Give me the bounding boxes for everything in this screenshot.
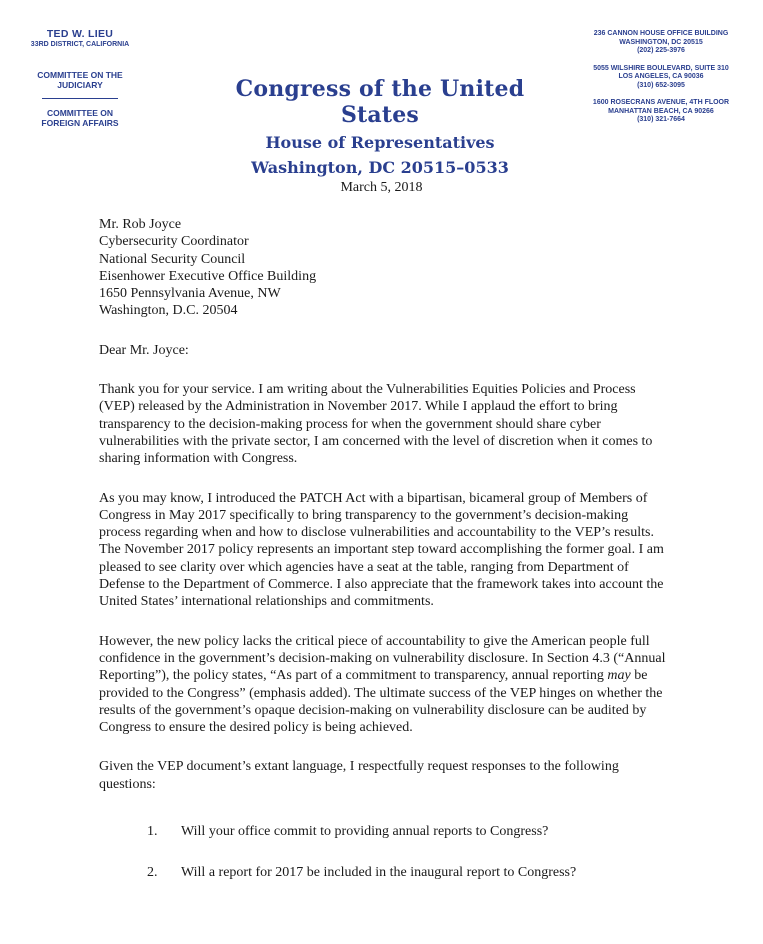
office-phone: (310) 321-7664 bbox=[637, 116, 685, 123]
paragraph-1: Thank you for your service. I am writing about the Vulnerabilities Equities Policies and Process (VEP) released by the Administration in November 2017. While I applaud the effort to bring transparency to the decision-making process for when the government should share cyber vulnerabilities with the private sector, I am concerned with the level of discretion when it comes to sharing information with Congress. bbox=[99, 382, 653, 467]
paragraph-2: As you may know, I introduced the PATCH Act with a bipartisan, bicameral group of Members of Congress in May 2017 specifically to bring transparency to the government’s decision-making process regarding when and how to disclose vulnerabilities and accountability to the VEP’s results. The November 2017 policy represents an important step toward accomplishing the former goal. I am pleased to see clarity over which agencies have a seat at the table, ranging from Department of Defense to the Department of Commerce. I also appreciate that the framework takes into account the United States’ international relationships and commitments. bbox=[99, 490, 664, 610]
recipient-address bbox=[99, 216, 669, 320]
office-address bbox=[571, 65, 751, 91]
greeting: Dear Mr. Joyce: bbox=[99, 342, 189, 358]
office-city: LOS ANGELES, CA 90036 bbox=[618, 73, 704, 80]
office-street: 5055 WILSHIRE BOULEVARD, SUITE 310 bbox=[593, 64, 729, 72]
paragraph-3 bbox=[99, 633, 669, 737]
paragraph-3-text: be provided to the Congress” (emphasis added). The ultimate success of the VEP hinges on whether the results of the government’s opaque decision-making on vulnerability disclosure can be audited by Congress to ensure the desired policy is being achieved. bbox=[99, 668, 663, 736]
office-phone: (202) 225-3976 bbox=[637, 47, 685, 54]
letterhead-city: Washington, DC 20515–0533 bbox=[251, 158, 509, 177]
question-number: 1. bbox=[147, 824, 158, 840]
recipient-line: Mr. Rob Joyce bbox=[99, 217, 182, 232]
letterhead-offices bbox=[571, 30, 751, 134]
committee-judiciary: COMMITTEE ON THE JUDICIARY bbox=[37, 70, 123, 90]
office-address bbox=[571, 30, 751, 56]
letter-date: March 5, 2018 bbox=[340, 180, 423, 195]
office-street: 236 CANNON HOUSE OFFICE BUILDING bbox=[593, 30, 729, 37]
question-text: Will a report for 2017 be included in the inaugural report to Congress? bbox=[181, 865, 577, 881]
recipient-line: Washington, D.C. 20504 bbox=[99, 303, 238, 319]
question-list bbox=[99, 823, 669, 882]
letter-body bbox=[99, 216, 669, 906]
committee-divider bbox=[42, 98, 118, 99]
recipient-line: 1650 Pennsylvania Avenue, NW bbox=[99, 286, 281, 302]
office-city: MANHATTAN BEACH, CA 90266 bbox=[608, 107, 714, 115]
question-number: 2. bbox=[147, 865, 158, 881]
office-address bbox=[571, 99, 751, 125]
emphasis-word: may bbox=[607, 668, 631, 684]
question-item bbox=[147, 823, 669, 840]
letterhead-title: Congress of the United States bbox=[235, 76, 525, 128]
question-text: Will your office commit to providing annual reports to Congress? bbox=[181, 824, 549, 840]
member-name: TED W. LIEU bbox=[46, 28, 114, 40]
recipient-line: National Security Council bbox=[99, 251, 246, 267]
paragraph-4: Given the VEP document’s extant language, I respectfully request responses to the following questions: bbox=[99, 759, 619, 792]
letterhead-left bbox=[0, 28, 160, 128]
letterhead-center bbox=[200, 76, 560, 177]
committee-foreign-affairs: COMMITTEE ON FOREIGN AFFAIRS bbox=[41, 108, 119, 128]
paragraph-3-text: However, the new policy lacks the critical piece of accountability to give the American people full confidence in the government’s decision-making on vulnerability disclosure. In Section 4.3 (“Annual Reporting”), the policy states, “As part of a commitment to transparency, annual reporting bbox=[99, 633, 666, 684]
recipient-line: Eisenhower Executive Office Building bbox=[99, 268, 317, 284]
recipient-line: Cybersecurity Coordinator bbox=[99, 234, 249, 250]
member-district: 33RD DISTRICT, CALIFORNIA bbox=[30, 41, 130, 48]
question-item bbox=[147, 864, 669, 881]
office-phone: (310) 652-3095 bbox=[637, 81, 685, 89]
letterhead-chamber: House of Representatives bbox=[265, 133, 495, 152]
office-city: WASHINGTON, DC 20515 bbox=[619, 38, 703, 46]
office-street: 1600 ROSECRANS AVENUE, 4TH FLOOR bbox=[592, 99, 730, 106]
